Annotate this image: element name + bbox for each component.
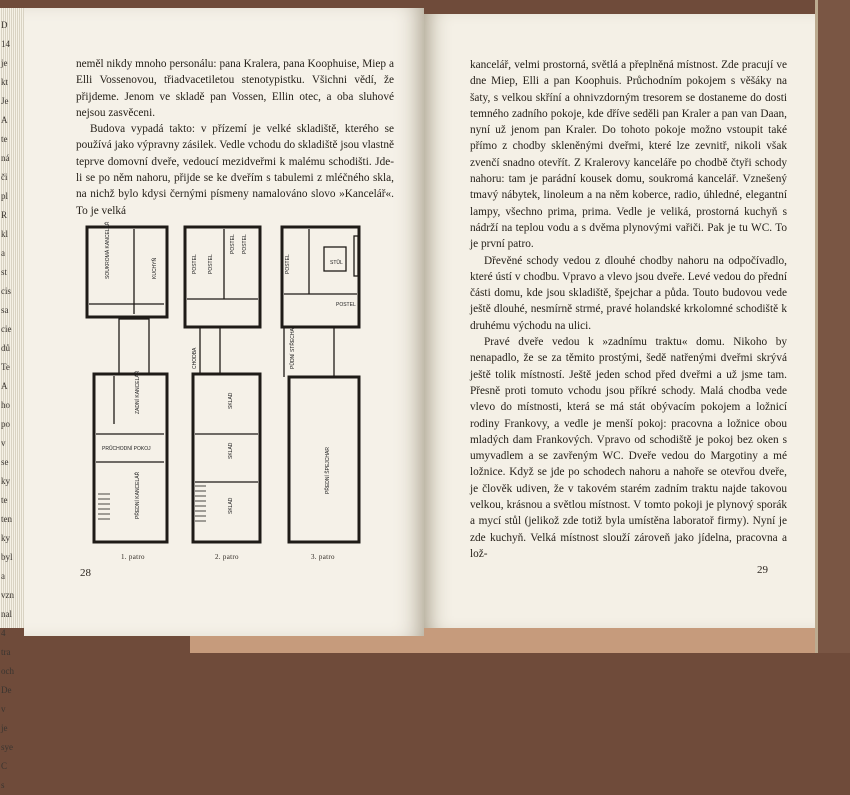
plan2-upper <box>185 227 260 327</box>
right-paragraph-2: Dřevěné schody vedou z dlouhé chodby nahoru na odpočívadlo, které ústí v chodbu. Vpravo a vlevo jsou dveře. Levé vedou do přední části domu, kde jsou skladiště, špejchar a půda. Touto budovou vede ještě dlouhé, nesmírně strmé, pravé holandské krkolomné schodiště k druhému východu na ulici. <box>470 254 787 332</box>
caption-3: 3. patro <box>311 553 335 561</box>
plan3-upper <box>282 227 359 327</box>
label-chodba: CHODBA <box>192 347 198 369</box>
left-page-text <box>76 56 394 219</box>
label-postel-1: POSTEL <box>192 254 198 274</box>
label-kuchyn: KUCHYŇ <box>152 257 158 279</box>
caption-1: 1. patro <box>121 553 145 561</box>
label-postel-4: POSTEL <box>242 234 248 254</box>
label-zadni: ZADNÍ KANCELÁŘ <box>135 370 141 414</box>
label-postel-2: POSTEL <box>208 254 214 274</box>
right-paragraph-3: Pravé dveře vedou k »zadnímu traktu« domu. Nikoho by nenapadlo, že se za těmito prostými, šedě natřenými dveřmi skrývá ještě tolik místností. Ještě jeden schod před dveřmi a už jsme tam. Přesně proti tomuto vchodu jsou příkré schody. Malá chodba vede vlevo do místnosti, která se má stát obývacím pokojem a ložnicí rodiny Frankovy, a vedle je menší pokoj: pracovna a ložnice obou mladých dam Frankových. Vpravo od schodiště je pokoj bez oken s umyvadlem a se zavřeným WC. Dveře vedou do Margotiny a mé ložnice. Když se jde po schodech nahoru a nahoře se otevřou dveře, je člověk udiven, že v takovém starém zadním traktu najde takovou velkou, krásnou a světlou místnost. V tomto pokoji je plynový sporák a mycí stůl (jelikož zde totiž byla umístěna laboratoř firmy). Nyní je zde kuchyň. Velká místnost slouží zároveň jako jídelna, pracovna a lož- <box>470 336 787 560</box>
label-postel-5: POSTEL <box>285 254 291 274</box>
edge-text: D 14 je kt Je A te ná či pl R kl a st cis sa cie dů Te A ho po v se ky te ten ky byl a vzn nal 4 tra och De v je sye C s <box>1 20 14 790</box>
label-sklad-1: SKLAD <box>228 392 234 409</box>
label-soukroma: SOUKROMÁ KANCELÁŘ <box>105 221 111 279</box>
plan1-lower <box>94 374 167 542</box>
label-predni-spejchar: PŘEDNÍ ŠPEJCHAR <box>325 447 331 494</box>
right-page-text <box>470 57 787 562</box>
label-predni-kancelar: PŘEDNÍ KANCELÁŘ <box>135 471 141 519</box>
label-sklad-2: SKLAD <box>228 442 234 459</box>
left-page <box>24 8 424 636</box>
caption-2: 2. patro <box>215 553 239 561</box>
page-number-left: 28 <box>80 567 91 579</box>
label-stul: STŮL <box>330 260 343 266</box>
label-sklad-3: SKLAD <box>228 497 234 514</box>
label-postel-6: POSTEL <box>336 302 356 308</box>
page-number-right: 29 <box>757 564 768 576</box>
left-paragraph-1: neměl nikdy mnoho personálu: pana Kralera, pana Koophuise, Miep a Elli Vossenovou, třiadvacetiletou stenotypistku. Všichni vědí, že přijdeme. Jenom ve skladě pan Vossen, Ellin otec, a oba sluhové nejsou zasvěceni. <box>76 58 394 119</box>
floor-plans <box>84 221 374 554</box>
label-pudni-strecha: PŮDNÍ STŘECHA <box>290 328 296 369</box>
label-pruchodni: PRŮCHODNÍ POKOJ <box>102 446 151 452</box>
right-paragraph-1: kancelář, velmi prostorná, světlá a přeplněná místnost. Zde pracují ve dne Miep, Elli a pan Koophuis. Průchodním pokojem s věšáky na šaty, s velkou skříní a ohnivzdorným tresorem se dostaneme do dosti temného zadního pokoje, kde dříve seděli pan Kraler a pan van Daan, nyní už jenom pan Kraler. Do tohoto pokoje možno vstoupit také přímo z chodby skleněnými dveřmi, které lze zevnitř, nikoli však zvenčí snadno otevřít. Z Kralerovy kanceláře po chodbě čtyři schody nahoru: tam je parádní kousek domu, soukromá kancelář. Vznešený tmavý nábytek, linoleum a na něm koberce, radio, úhledné, elegantní lampy, všechno prima, prima. Vedle je veliká, prostorná kuchyň s nádrží na teplou vodu a s dvěma plynovými vařiči. Pak je tu WC. To je první patro. <box>470 59 787 251</box>
plan2-lower <box>193 374 260 542</box>
book-cover-right <box>815 0 850 653</box>
page-stack-edge <box>0 8 27 790</box>
plan3-lower <box>289 377 359 542</box>
right-page <box>424 14 815 628</box>
left-paragraph-2: Budova vypadá takto: v přízemí je velké skladiště, kterého se používá jako výpravny zásilek. Vedle vchodu do skladiště jsou vlastně teprve domovní dveře, vedoucí mezidveřmi k malému schodišti. Jde-li se po něm nahoru, přijde se ke dveřím s tabulemi z mléčného skla, na nichž bylo kdysi černými písmeny namalováno slovo »Kancelář«. To je velká <box>76 123 394 217</box>
label-postel-3: POSTEL <box>230 234 236 254</box>
